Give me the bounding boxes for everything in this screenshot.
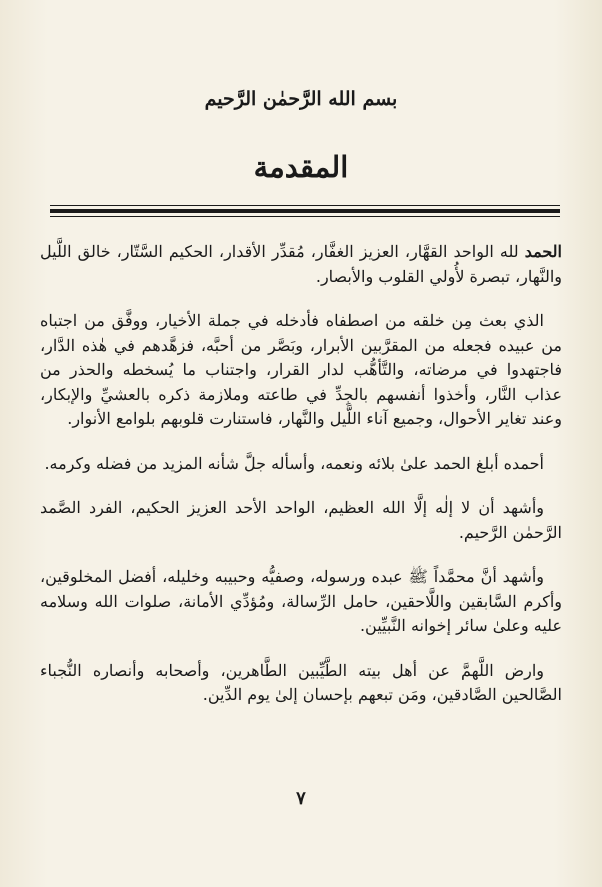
divider-thick [50,209,560,213]
divider-thin-bottom [50,216,560,217]
page-number: ٧ [296,788,306,809]
paragraph-text: وأشهد أن لا إلٰه إلَّا الله العظيم، الواحد الأحد العزيز الحكيم، الفرد الصَّمد الرَّحمٰن الرَّحيم. [40,498,562,542]
paragraph [40,496,562,545]
paragraph [40,659,562,708]
paragraph-text: وأشهد أنَّ محمَّداً ﷺ عبده ورسوله، وصفيُّه وحبيبه وخليله، أفضل المخلوقين، وأكرم السَّابقين واللَّاحقين، حامل الرِّسالة، ومُؤدِّي الأمانة، صلوات الله وسلامه عليه وعلىٰ سائر إخوانه النَّبيِّين. [40,567,562,635]
paragraph [40,309,562,432]
paragraph [40,565,562,639]
page-title: المقدمة [253,150,349,184]
paragraph [40,240,562,289]
body-text [40,240,562,728]
divider-thin-top [50,205,560,206]
paragraph-lead: الحمد [524,242,562,261]
paragraph-text: أحمده أبلغ الحمد علىٰ بلائه ونعمه، وأسأله جلَّ شأنه المزيد من فضله وكرمه. [44,453,544,473]
paragraph [40,452,562,477]
basmala: بسم الله الرَّحمٰن الرَّحيم [204,88,398,110]
paragraph-text: الذي بعث مِن خلقه من اصطفاه فأدخله في جملة الأخيار، ووفَّق من اجتباه من عبيده فجعله من المقرَّبين الأبرار، وبَصَّر من أحبَّه، فزهَّدهم في هٰذه الدَّار، فاجتهدوا في مرضاته، والتَّأهُّب لدار القرار، واجتناب ما يُسخطه والحذر من عذاب النَّار، وأخذوا أنفسهم بالجِدِّ في طاعته وملازمة ذكره بالعشيِّ والإبكار، وعند تغاير الأحوال، وجميع آناء اللَّيل والنَّهار، فاستنارت قلوبهم بلوامع الأنوار. [40,311,562,428]
paragraph-text: وارض اللَّهمَّ عن أهل بيته الطَّيِّبين الطَّاهرين، وأصحابه وأنصاره النُّجباء الصَّالحين الصَّادقين، ومَن تبعهم بإحسان إلىٰ يوم الدِّين. [40,660,562,704]
paragraph-text: لله الواحد القهَّار، العزيز الغفَّار، مُقدِّر الأقدار، الحكيم السَّتّار، خالق اللَّيل والنَّهار، تبصرة لأُولي القلوب والأبصار. [40,242,562,286]
